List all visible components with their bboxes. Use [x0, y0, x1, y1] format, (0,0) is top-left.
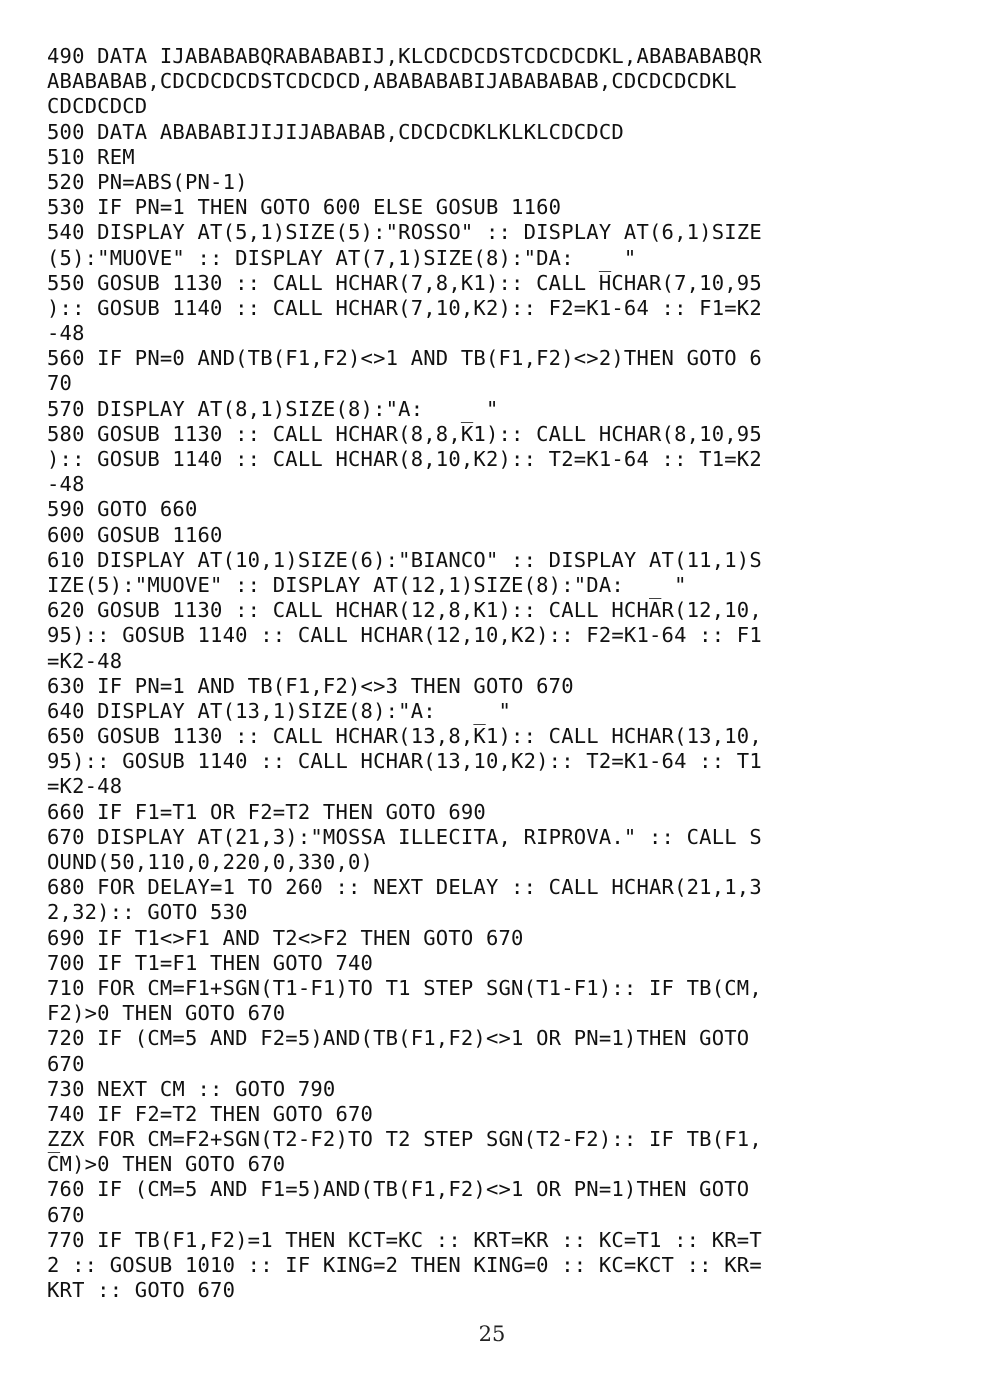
code-line: 660 IF F1=T1 OR F2=T2 THEN GOTO 690 — [47, 799, 486, 824]
code-line: 700 IF T1=F1 THEN GOTO 740 — [47, 950, 374, 975]
code-line: 710 FOR CM=F1+SGN(T1-F1)TO T1 STEP SGN(T1-F1):: IF TB(CM, — [47, 975, 762, 1000]
code-line: 2 :: GOSUB 1010 :: IF KING=2 THEN KING=0 :: KC=KCT :: KR= — [47, 1253, 762, 1277]
code-line: 610 DISPLAY AT(10,1)SIZE(6):"BIANCO" :: DISPLAY AT(11,1)S — [47, 547, 762, 572]
code-line: 640 DISPLAY AT(13,1)SIZE(8):"A: " — [47, 698, 512, 723]
code-line: F2)>0 THEN GOTO 670 — [47, 1001, 286, 1026]
code-line: 580 GOSUB 1130 :: CALL HCHAR(8,8,K̅1):: CALL HCHAR(8,10,95 — [47, 421, 762, 446]
code-line: 500 DATA ABABABIJIJIJABABAB,CDCDCDKLKLKLCDCDCD — [47, 119, 624, 144]
code-line: 770 IF TB(F1,F2)=1 THEN KCT=KC :: KRT=KR :: KC=T1 :: KR=T — [47, 1227, 762, 1252]
code-line: =K2-48 — [47, 774, 123, 799]
code-line: 760 IF (CM=5 AND F1=5)AND(TB(F1,F2)<>1 OR PN=1)THEN GOTO — [47, 1177, 750, 1202]
code-line: 590 GOTO 660 — [47, 497, 198, 522]
code-line: 680 FOR DELAY=1 TO 260 :: NEXT DELAY :: CALL HCHAR(21,1,3 — [47, 875, 762, 900]
basic-program-listing — [47, 44, 937, 1303]
code-line: 95):: GOSUB 1140 :: CALL HCHAR(12,10,K2):: F2=K1-64 :: F1 — [47, 623, 762, 648]
code-line: 670 — [47, 1202, 85, 1227]
code-line: OUND(50,110,0,220,0,330,0) — [47, 850, 374, 874]
code-line: -48 — [47, 321, 85, 346]
code-line: 670 DISPLAY AT(21,3):"MOSSA ILLECITA, RIPROVA." :: CALL S — [47, 824, 762, 849]
code-line: 560 IF PN=0 AND(TB(F1,F2)<>1 AND TB(F1,F2)<>2)THEN GOTO 6 — [47, 346, 762, 371]
code-line: 730 NEXT CM :: GOTO 790 — [47, 1076, 336, 1101]
code-line: 650 GOSUB 1130 :: CALL HCHAR(13,8,K̅1):: CALL HCHAR(13,10, — [47, 724, 762, 749]
code-line: (5):"MUOVE" :: DISPLAY AT(7,1)SIZE(8):"DA: " — [47, 245, 637, 270]
code-line: IZE(5):"MUOVE" :: DISPLAY AT(12,1)SIZE(8):"DA: " — [47, 572, 687, 597]
code-line: CDCDCDCD — [47, 94, 148, 119]
code-line: ):: GOSUB 1140 :: CALL HCHAR(8,10,K2):: T2=K1-64 :: T1=K2 — [47, 447, 762, 471]
code-line: 620 GOSUB 1130 :: CALL HCHAR(12,8,K1):: CALL HCHA̅R(12,10, — [47, 598, 762, 623]
code-line: =K2-48 — [47, 648, 123, 673]
code-line: 540 DISPLAY AT(5,1)SIZE(5):"ROSSO" :: DISPLAY AT(6,1)SIZE — [47, 220, 762, 245]
code-line: 740 IF F2=T2 THEN GOTO 670 — [47, 1101, 374, 1126]
code-line: 720 IF (CM=5 AND F2=5)AND(TB(F1,F2)<>1 OR PN=1)THEN GOTO — [47, 1026, 750, 1051]
code-line: ABABABAB,CDCDCDCDSTCDCDCD,ABABABABIJABABABAB,CDCDCDCDKL — [47, 69, 737, 94]
code-line: 530 IF PN=1 THEN GOTO 600 ELSE GOSUB 1160 — [47, 195, 562, 220]
code-line: 520 PN=ABS(PN-1) — [47, 169, 248, 194]
code-line: 95):: GOSUB 1140 :: CALL HCHAR(13,10,K2):: T2=K1-64 :: T1 — [47, 749, 762, 774]
code-line: 550 GOSUB 1130 :: CALL HCHAR(7,8,K1):: CALL H̅CHAR(7,10,95 — [47, 270, 762, 295]
code-line: 570 DISPLAY AT(8,1)SIZE(8):"A: " — [47, 396, 499, 421]
code-line: ):: GOSUB 1140 :: CALL HCHAR(7,10,K2):: F2=K1-64 :: F1=K2 — [47, 295, 762, 320]
code-line: 70 — [47, 371, 73, 396]
code-line: -48 — [47, 472, 85, 497]
code-line: 690 IF T1<>F1 AND T2<>F2 THEN GOTO 670 — [47, 925, 524, 950]
code-line: ZZX FOR CM=F2+SGN(T2-F2)TO T2 STEP SGN(T2-F2):: IF TB(F1, — [47, 1127, 762, 1152]
code-line: C̅M)>0 THEN GOTO 670 — [47, 1152, 286, 1177]
code-line: 630 IF PN=1 AND TB(F1,F2)<>3 THEN GOTO 670 — [47, 673, 574, 698]
code-line: 600 GOSUB 1160 — [47, 522, 223, 547]
code-line: 670 — [47, 1051, 85, 1076]
code-line: 510 REM — [47, 144, 135, 169]
code-line: KRT :: GOTO 670 — [47, 1278, 236, 1303]
code-line: 2,32):: GOTO 530 — [47, 900, 248, 925]
code-line: 490 DATA IJABABABQRABABABIJ,KLCDCDCDSTCDCDCDKL,ABABABABQR — [47, 44, 762, 68]
page-number: 25 — [478, 1322, 506, 1346]
